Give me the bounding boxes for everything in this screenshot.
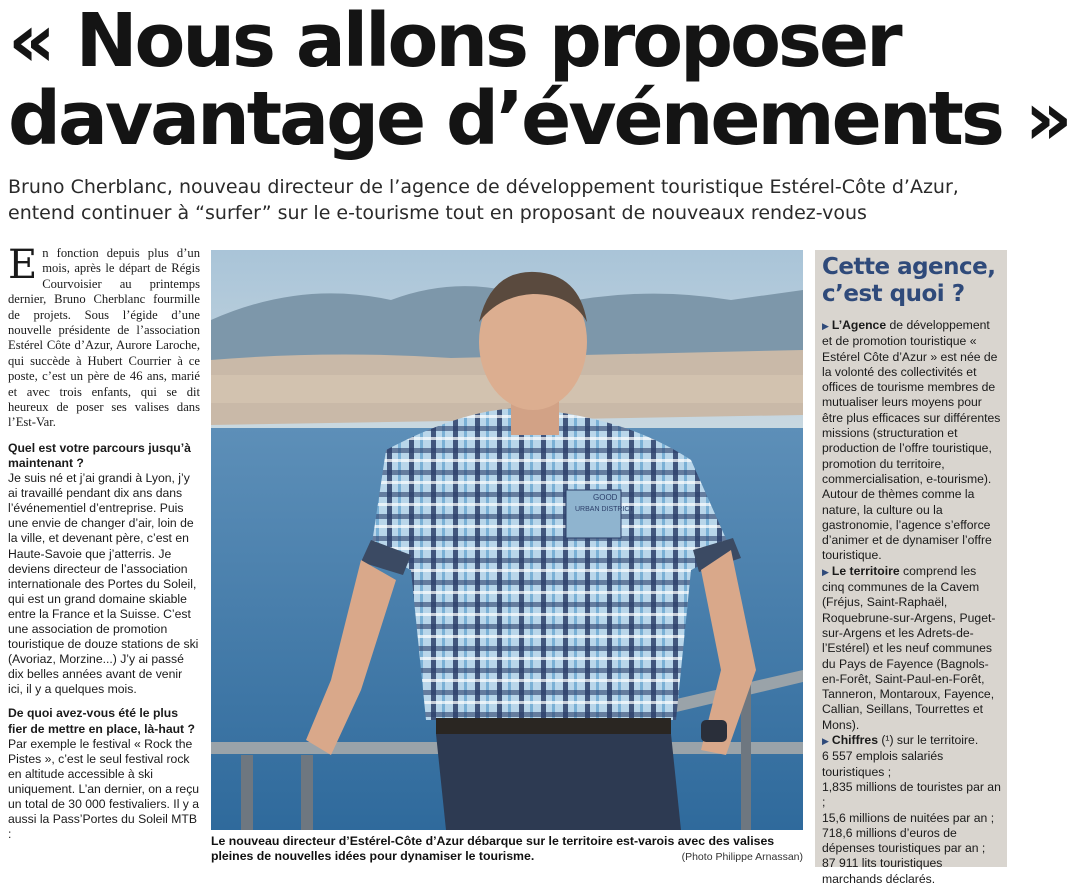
portrait-photo <box>211 250 803 830</box>
intro-text: n fonction depuis plus d’un mois, après le départ de Régis Courvoisier au printemps dernier, Bruno Cherblanc fourmille de projets. Sous l’égide d’une nouvelle présidente de l’association Estérel Côte d’Azur, Aurore Laroche, qui succède à Hubert Courrier à ce poste, c’est un père de 46 ans, marié et avec trois enfants, qui se dit heureux de poser ses valises dans l’Est-Var. <box>8 246 200 430</box>
figure-line: 15,6 millions de nuitées par an ; <box>822 810 995 825</box>
article-intro <box>8 242 200 431</box>
subheadline-line-2: entend continuer à “surfer” sur le e-tourisme tout en proposant de nouveaux rendez-vous <box>8 202 867 224</box>
sidebar-item <box>822 318 1001 564</box>
caption-text: Le nouveau directeur d’Estérel-Côte d’Azur débarque sur le territoire est-varois avec des valises pleines de nouvelles idées pour dynamiser le tourisme. <box>211 834 775 863</box>
photo-credit: (Photo Philippe Arnassan) <box>681 851 803 863</box>
sidebar-item <box>822 733 1001 749</box>
shirt-print: URBAN DISTRICT <box>575 506 634 513</box>
figure-line: 718,6 millions d’euros de dépenses touristiques par an ; <box>822 825 986 856</box>
interview-answer: Je suis né et j’ai grandi à Lyon, j’y ai travaillé pendant dix ans dans l’événementiel d’entreprise. Puis une envie de changer d’air, loin de la ville, et devenant père, c’est en Haute-Savoie que j’atterris. Je deviens directeur de l’association internationale des Portes du Soleil, qui est un grand domaine skiable entre la France et la Suisse. C’est une association de promotion touristique de douze stations de ski (Avoriaz, Morzine...) J’y ai passé dix belles années avant de venir ici, il y a quelques mois. <box>8 471 199 697</box>
figure-line: 1,835 millions de touristes par an ; <box>822 779 1001 810</box>
sidebar-item <box>822 564 1001 733</box>
photo-caption <box>211 834 803 867</box>
triangle-bullet-icon: ▶ <box>822 566 829 577</box>
headline <box>8 0 1070 162</box>
article-column <box>8 242 200 867</box>
subheadline-line-1: Bruno Cherblanc, nouveau directeur de l’agence de développement touristique Estérel-Côte d’Azur, <box>8 176 959 198</box>
sidebar-title-line-2: c’est quoi ? <box>822 281 965 307</box>
interview-question: Quel est votre parcours jusqu’à maintenant ? <box>8 440 191 470</box>
figure-line: 87 911 lits touristiques marchands déclarés. <box>822 856 943 886</box>
sidebar-title <box>822 254 1007 308</box>
sidebar-item-lead: L’Agence <box>831 318 887 332</box>
sidebar-item-lead: Chiffres <box>831 733 878 748</box>
sidebar-item-lead: Le territoire <box>831 563 900 578</box>
drop-cap: E <box>8 242 38 288</box>
interview-answer: Par exemple le festival « Rock the Pistes », c’est le seul festival rock en altitude accessible à ski uniquement. L’an dernier, on a reçu un total de 30 000 festivaliers. Il y a aussi la Pass’Portes du Soleil MTB : <box>8 736 200 842</box>
sidebar-body <box>822 318 1001 887</box>
headline-line-2: davantage d’événements » <box>8 76 1070 162</box>
qa-block-1 <box>8 441 200 698</box>
sidebar-item-text: de développement et de promotion touristique « Estérel Côte d’Azur » est née de la volonté des collectivités et offices de tourisme membres de mutualiser leurs moyens pour être plus efficaces sur différentes missions (structuration et production de l’offre touristique, promotion du territoire, commercialisation, e-tourisme). Autour de thèmes comme la nature, la culture ou la gastronomie, l’agence s’efforce d’animer et de dynamiser l’offre touristique. <box>822 318 1001 563</box>
sidebar-title-line-1: Cette agence, <box>822 254 996 280</box>
sidebar-item-text: comprend les cinq communes de la Cavem (Fréjus, Saint-Raphaël, Roquebrune-sur-Argens, Puget-sur-Argens et les Adrets-de-l’Estérel) et les neuf communes du Pays de Fayence (Bagnols-en-Forêt, Saint-Paul-en-Forêt, Tanneron, Montaroux, Fayence, Callian, Seillans, Tourrettes et Mons). <box>822 563 996 732</box>
figure-line: 6 557 emplois salariés touristiques ; <box>822 749 944 779</box>
sidebar-item-text: (¹) sur le territoire. <box>877 733 979 748</box>
triangle-bullet-icon: ▶ <box>822 321 829 331</box>
sidebar-box <box>815 250 1007 886</box>
qa-block-2 <box>8 706 200 842</box>
interview-question: De quoi avez-vous été le plus fier de mettre en place, là-haut ? <box>8 706 195 736</box>
subheadline <box>8 174 1008 226</box>
triangle-bullet-icon: ▶ <box>822 736 829 747</box>
shirt-print: GOOD <box>593 493 618 502</box>
headline-line-1: « Nous allons proposer <box>8 0 900 84</box>
